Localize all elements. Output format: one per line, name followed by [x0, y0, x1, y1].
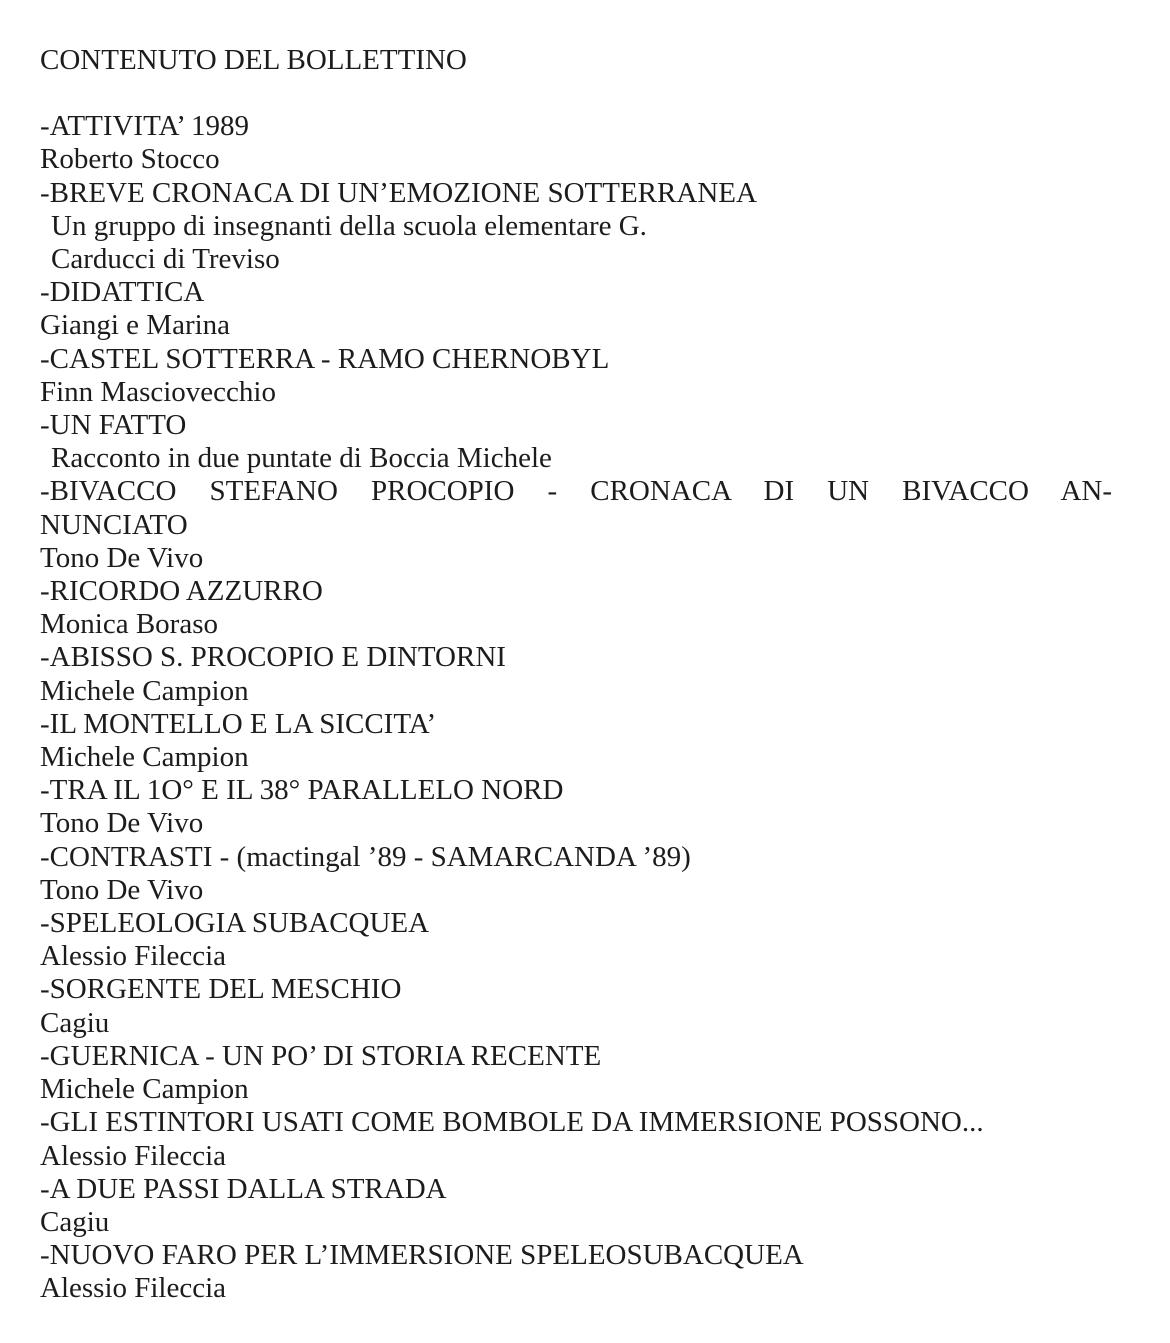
toc-entry	[40, 276, 1130, 342]
entry-author: Monica Boraso	[40, 608, 218, 641]
entry-title: -SPELEOLOGIA SUBACQUEA	[40, 907, 430, 940]
toc-entry	[40, 343, 1130, 409]
toc-entry	[40, 1239, 1130, 1305]
toc-entry	[40, 774, 1130, 840]
entry-author: Michele Campion	[40, 674, 249, 707]
toc-entry	[40, 575, 1130, 641]
toc-entry	[40, 641, 1130, 707]
toc-entry	[40, 841, 1130, 907]
entry-author: Tono De Vivo	[40, 541, 204, 574]
table-of-contents	[40, 44, 1130, 1306]
entry-title: -UN FATTO	[40, 409, 187, 442]
toc-entry	[40, 1040, 1130, 1106]
entry-author: Giangi e Marina	[40, 309, 231, 342]
toc-entry	[40, 1173, 1130, 1239]
entry-author: Carducci di Treviso	[51, 243, 280, 276]
entry-title: -CONTRASTI - (mactingal ’89 - SAMARCANDA ’89)	[40, 840, 691, 873]
entry-title: -BIVACCO STEFANO PROCOPIO - CRONACA DI UN BIVACCO AN-	[40, 475, 1112, 508]
toc-entry	[40, 110, 1130, 176]
entry-author: Alessio Fileccia	[40, 940, 227, 973]
entry-author: Cagiu	[40, 1205, 110, 1238]
entry-author: Michele Campion	[40, 741, 249, 774]
entry-title: -GLI ESTINTORI USATI COME BOMBOLE DA IMMERSIONE POSSONO...	[40, 1106, 984, 1139]
entry-author: Racconto in due puntate di Boccia Michele	[51, 442, 552, 475]
entry-title: -CASTEL SOTTERRA - RAMO CHERNOBYL	[40, 342, 610, 375]
entry-title: -NUOVO FARO PER L’IMMERSIONE SPELEOSUBACQUEA	[40, 1239, 804, 1272]
entry-author: Alessio Fileccia	[40, 1272, 227, 1305]
entry-author: Alessio Fileccia	[40, 1139, 227, 1172]
entry-title-continued: NUNCIATO	[40, 508, 188, 541]
entry-author: Tono De Vivo	[40, 873, 204, 906]
entry-title: -A DUE PASSI DALLA STRADA	[40, 1172, 447, 1205]
entry-title: -RICORDO AZZURRO	[40, 575, 323, 608]
toc-entry	[40, 907, 1130, 973]
entry-title: -ABISSO S. PROCOPIO E DINTORNI	[40, 641, 506, 674]
entry-title: -SORGENTE DEL MESCHIO	[40, 973, 402, 1006]
entry-title: -IL MONTELLO E LA SICCITA’	[40, 707, 437, 740]
entry-title: -TRA IL 1O° E IL 38° PARALLELO NORD	[40, 774, 564, 807]
entry-author: Michele Campion	[40, 1073, 249, 1106]
entry-author: Un gruppo di insegnanti della scuola elementare G.	[51, 209, 647, 242]
toc-entry	[40, 177, 1130, 277]
entry-author: Cagiu	[40, 1006, 110, 1039]
entry-title: -ATTIVITA’ 1989	[40, 110, 249, 143]
entry-author: Tono De Vivo	[40, 807, 204, 840]
entry-author: Finn Masciovecchio	[40, 375, 276, 408]
toc-entry	[40, 1106, 1130, 1172]
toc-entry	[40, 973, 1130, 1039]
document-title: CONTENUTO DEL BOLLETTINO	[40, 44, 467, 76]
toc-entry	[40, 409, 1130, 475]
toc-entry	[40, 708, 1130, 774]
toc-entry	[40, 475, 1130, 575]
entry-author: Roberto Stocco	[40, 143, 220, 176]
entry-title: -DIDATTICA	[40, 276, 205, 309]
entry-title: -BREVE CRONACA DI UN’EMOZIONE SOTTERRANEA	[40, 176, 757, 209]
entry-title: -GUERNICA - UN PO’ DI STORIA RECENTE	[40, 1039, 602, 1072]
